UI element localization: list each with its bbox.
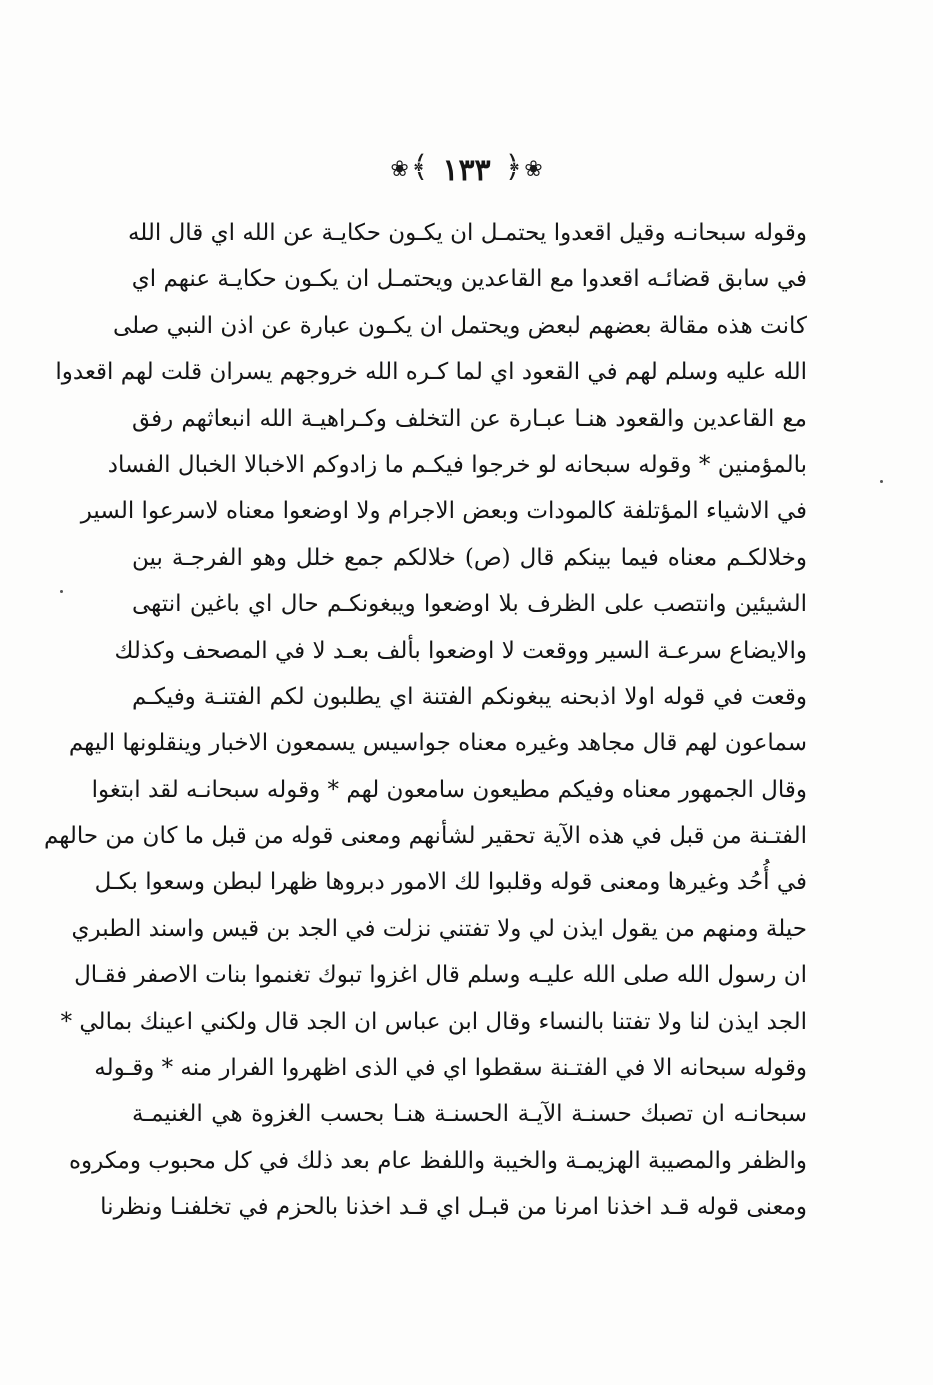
text-line: الجد ايذن لنا ولا تفتنا بالنساء وقال ابن عباس ان الجد قال ولكني اعينك بمالي *	[60, 1008, 807, 1035]
page-number: ١٣٣	[442, 152, 491, 188]
text-line: في سابق قضائـه اقعدوا مع القاعدين ويحتمـل ان يكـون حكايـة عنهم اي	[131, 266, 807, 293]
left-bracket-icon: ﴾	[410, 150, 429, 185]
scan-speck	[880, 480, 883, 483]
text-line: ان رسول الله صلى الله عليـه وسلم قال اغزوا تبوك تغنموا بنات الاصفر فقـال	[74, 962, 807, 989]
text-line: ومعنى قوله قـد اخذنا امرنا من قبـل اي قـد اخذنا بالحزم في تخلفنـا ونظرنا	[100, 1194, 807, 1221]
body-text	[43, 210, 807, 1231]
text-line: الشيئين وانتصب على الظرف بلا اوضعوا ويبغونكـم حال اي باغين انتهى	[132, 591, 807, 618]
text-line: الله عليه وسلم لهم في القعود اي لما كـره الله خروجهم يسران قلت لهم اقعدوا	[55, 359, 807, 386]
scan-speck	[60, 590, 63, 593]
text-line: سماعون لهم قال مجاهد وغيره معناه جواسيس يسمعون الاخبار وينقلونها اليهم	[68, 730, 807, 757]
text-line: وقعت في قوله اولا اذبحنه يبغونكم الفتنة اي يطلبون لكم الفتنـة وفيكـم	[132, 683, 807, 710]
text-line: والايضاع سرعـة السير ووقعت لا اوضعوا بألف بعـد لا في المصحف وكذلك	[114, 637, 807, 664]
text-line: حيلة ومنهم من يقول ايذن لي ولا تفتني نزلت في الجد بن قيس واسند الطبري	[71, 915, 807, 942]
text-line: وقال الجمهور معناه وفيكم مطيعون سامعون لهم * وقوله سبحانـه لقد ابتغوا	[91, 776, 807, 803]
text-line: الفتـنة من قبل في هذه الآية تحقير لشأنهم ومعنى قوله من قبل ما كان من حالهم	[43, 823, 807, 850]
text-line: في أُحُد وغيرها ومعنى قوله وقلبوا لك الامور دبروها ظهرا لبطن وسعوا بكـل	[94, 869, 807, 896]
right-ornament	[504, 150, 543, 185]
page-header	[0, 150, 933, 190]
text-line: سبحانـه ان تصبك حسنـة الآيـة الحسنـة هنـا بحسب الغزوة هي الغنيمـة	[132, 1101, 807, 1128]
text-line: بالمؤمنين * وقوله سبحانه لو خرجوا فيكـم ما زادوكم الاخبالا الخبال الفساد	[107, 451, 807, 478]
text-line: وقوله سبحانه الا في الفتـنة سقطوا اي في الذى اظهروا الفرار منه * وقـوله	[94, 1055, 807, 1082]
text-line: في الاشياء المؤتلفة كالمودات وبعض الاجرام ولا اوضعوا معناه لاسرعوا السير	[80, 498, 807, 525]
left-ornament	[390, 150, 429, 185]
text-line: كانت هذه مقالة بعضهم لبعض ويحتمل ان يكـون عبارة عن اذن النبي صلى	[112, 312, 807, 339]
flower-icon: ❀	[390, 157, 409, 182]
flower-icon: ❀	[524, 157, 543, 182]
text-line: مع القاعدين والقعود هنـا عبـارة عن التخلف وكـراهيـة الله انبعاثهم رفق	[132, 405, 807, 432]
text-line: وقوله سبحانـه وقيل اقعدوا يحتمـل ان يكـون حكايـة عن الله اي قال الله	[127, 220, 807, 246]
text-line: وخلالكـم معناه فيما بينكم قال (ص) خلالكم جمع خلل وهو الفرجـة بين	[132, 544, 807, 571]
right-bracket-icon: ﴿	[504, 150, 523, 185]
text-line: والظفر والمصيبة الهزيمـة والخيبة واللفظ عام بعد ذلك في كل محبوب ومكروه	[68, 1147, 807, 1174]
